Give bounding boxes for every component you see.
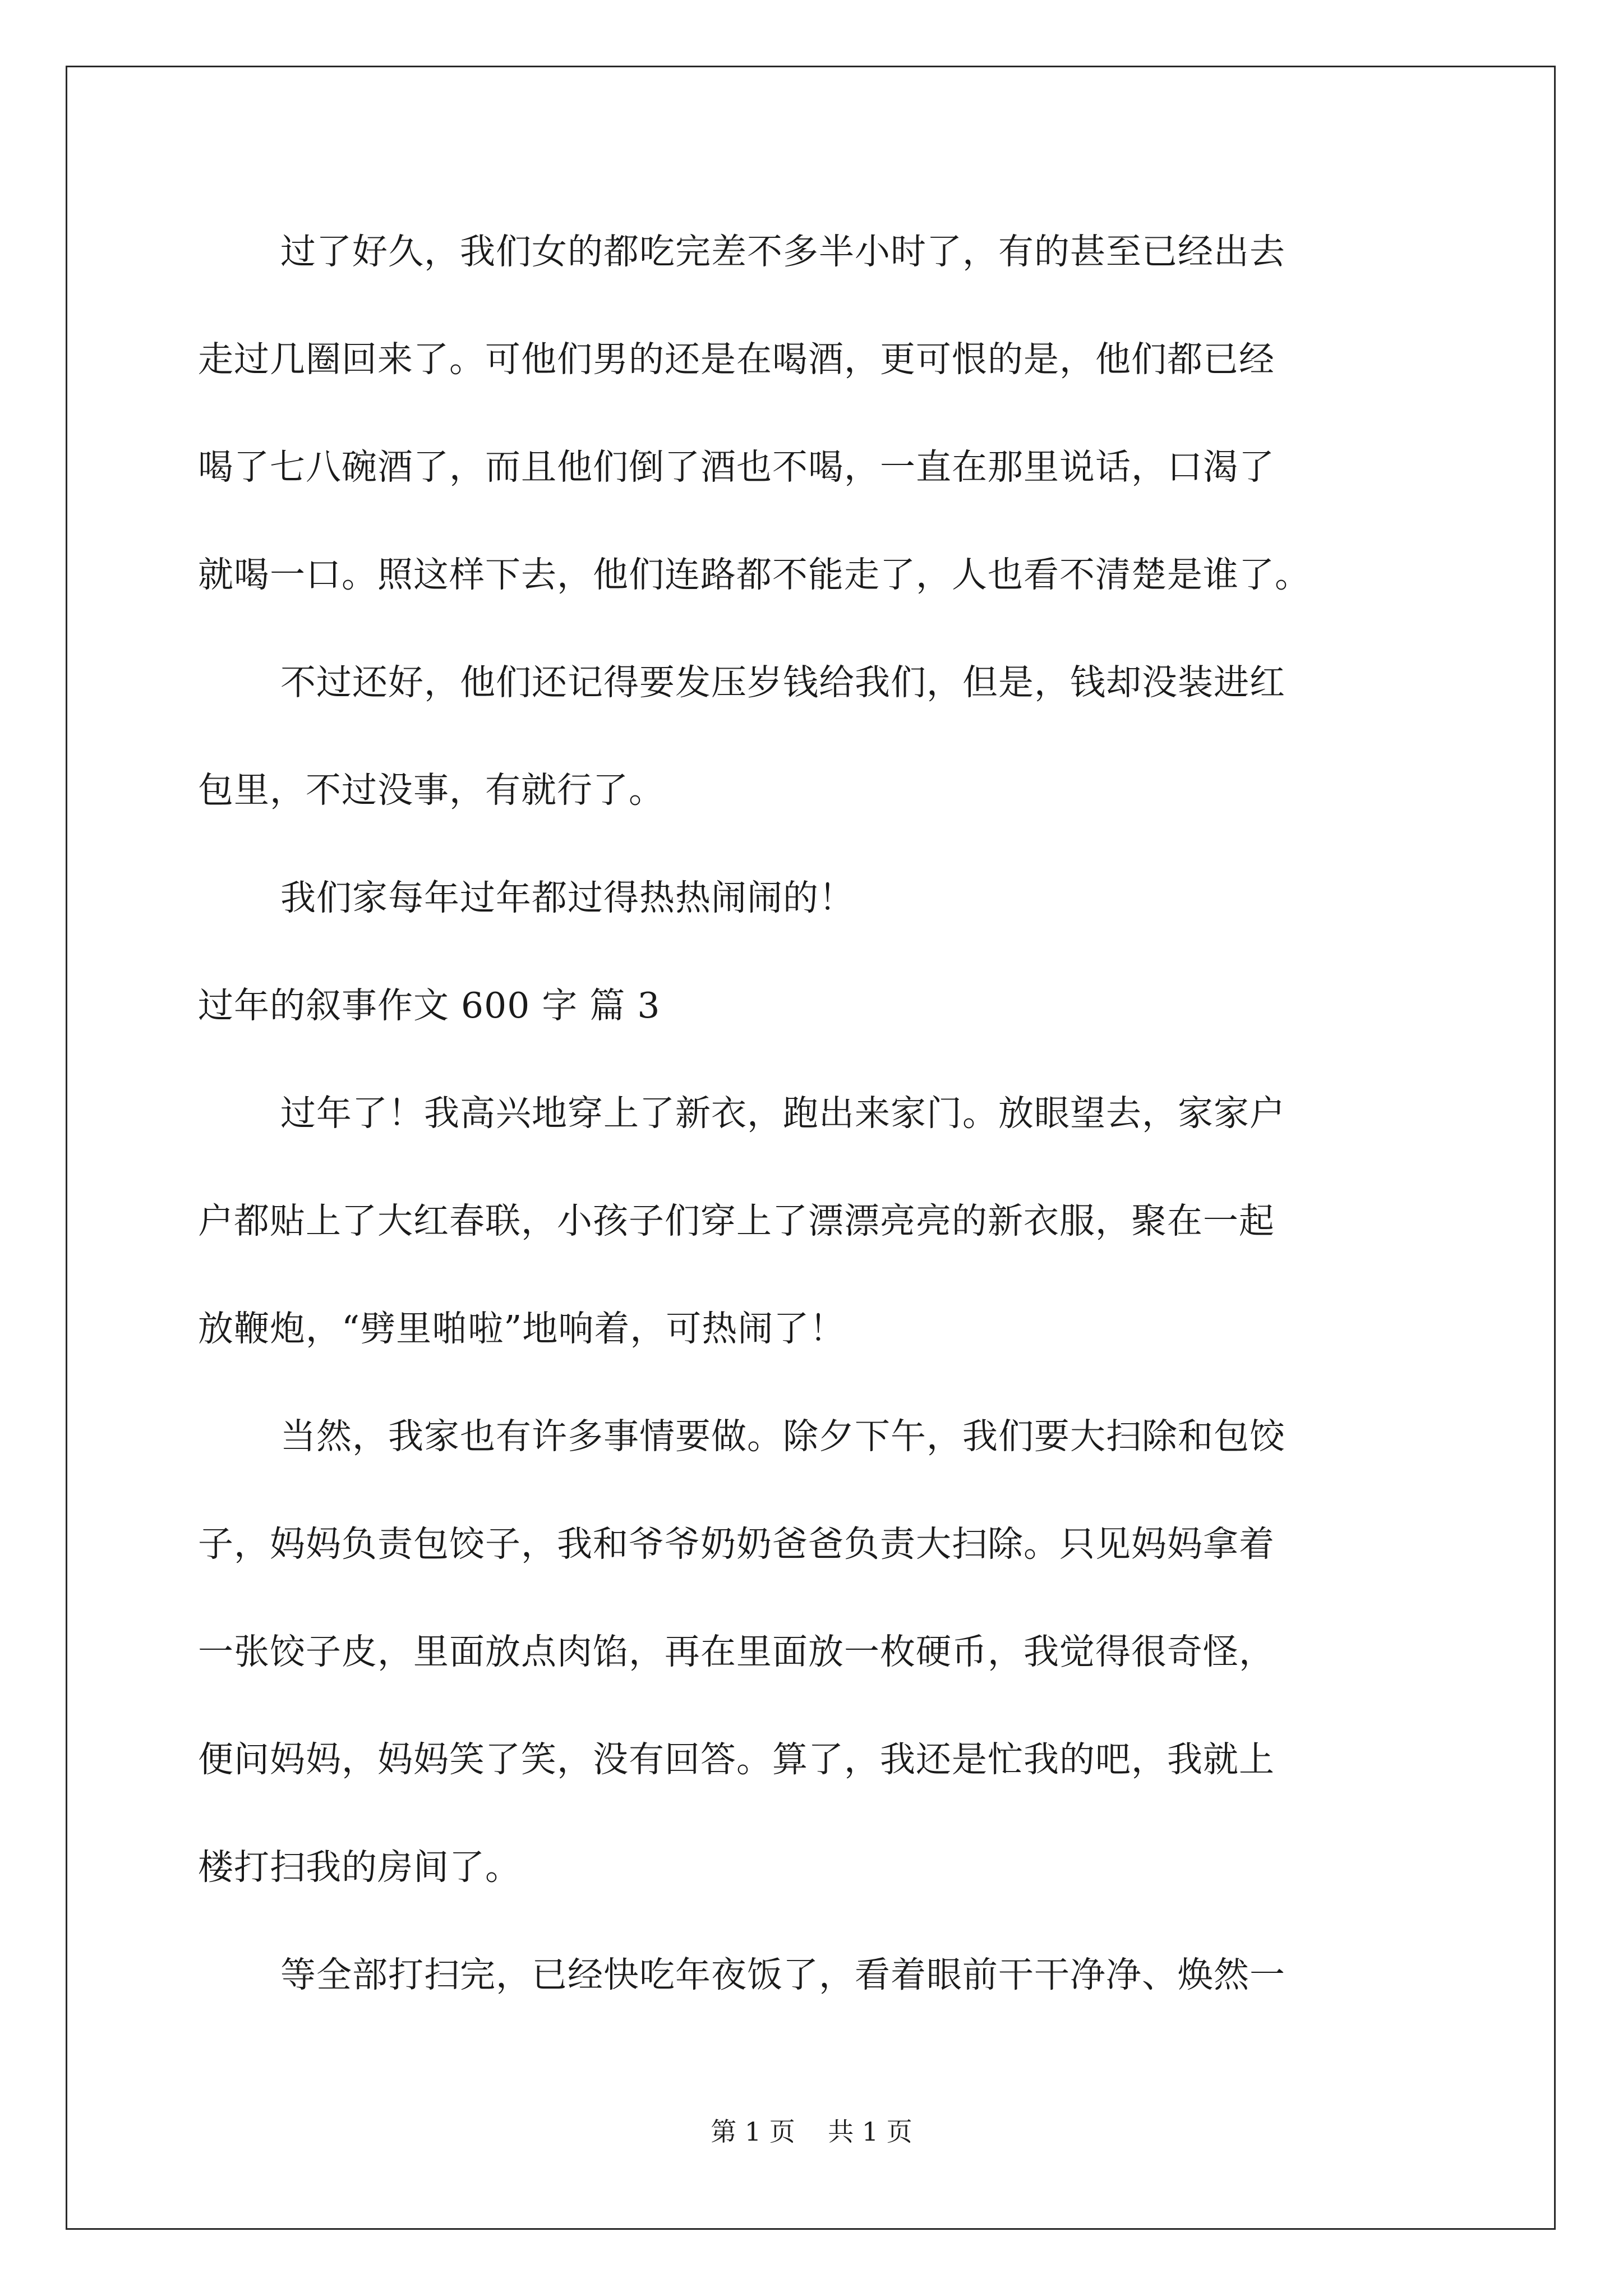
paragraph-line: 楼打扫我的房间了。 (198, 1847, 521, 1888)
paragraph-line: 过年了！我高兴地穿上了新衣，跑出来家门。放眼望去，家家户 (280, 1093, 1285, 1134)
paragraph-line: 就喝一口。照这样下去，他们连路都不能走了，人也看不清楚是谁了。 (198, 554, 1311, 595)
paragraph-line: 便问妈妈，妈妈笑了笑，没有回答。算了，我还是忙我的吧，我就上 (198, 1739, 1275, 1780)
paragraph-line: 走过几圈回来了。可他们男的还是在喝酒，更可恨的是，他们都已经 (198, 339, 1275, 380)
paragraph-line: 当然，我家也有许多事情要做。除夕下午，我们要大扫除和包饺 (280, 1416, 1285, 1457)
paragraph-line: 喝了七八碗酒了，而且他们倒了酒也不喝，一直在那里说话，口渴了 (198, 447, 1275, 487)
paragraph-line: 我们家每年过年都过得热热闹闹的！ (280, 877, 855, 918)
paragraph-line: 过了好久，我们女的都吃完差不多半小时了，有的甚至已经出去 (280, 231, 1285, 272)
paragraph-line: 不过还好，他们还记得要发压岁钱给我们，但是，钱却没装进红 (280, 662, 1285, 703)
paragraph-line: 一张饺子皮，里面放点肉馅，再在里面放一枚硬币，我觉得很奇怪， (198, 1631, 1275, 1672)
page-border (66, 66, 1556, 2230)
section-heading: 过年的叙事作文 600 字 篇 3 (198, 985, 661, 1026)
page-footer: 第 1 页 共 1 页 (711, 2116, 912, 2147)
paragraph-line: 包里，不过没事，有就行了。 (198, 770, 665, 811)
paragraph-line: 户都贴上了大红春联，小孩子们穿上了漂漂亮亮的新衣服，聚在一起 (198, 1200, 1275, 1241)
paragraph-line: 放鞭炮，“劈里啪啦”地响着，可热闹了！ (198, 1308, 846, 1349)
paragraph-line: 等全部打扫完，已经快吃年夜饭了，看着眼前干干净净、焕然一 (280, 1954, 1285, 1995)
paragraph-line: 子，妈妈负责包饺子，我和爷爷奶奶爸爸负责大扫除。只见妈妈拿着 (198, 1524, 1275, 1565)
